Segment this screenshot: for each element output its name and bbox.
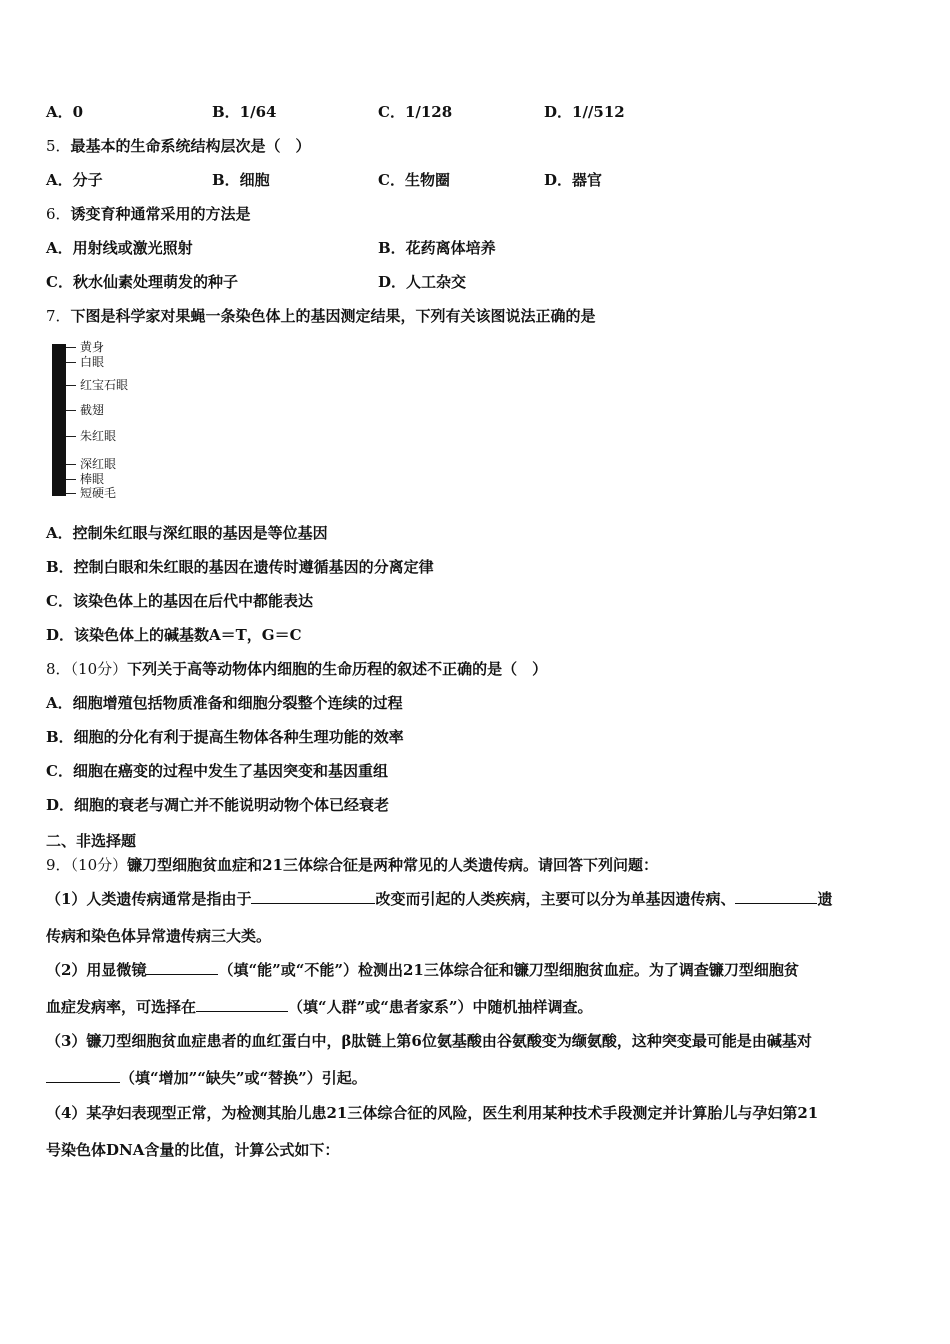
- q5-stem-text: 最基本的生命系统结构层次是（ ）: [70, 137, 311, 155]
- q4-option-c: C．1/128: [378, 103, 453, 121]
- gene-label-yellow-body: 黄身: [80, 340, 105, 354]
- q9-part2-blank-2[interactable]: [196, 997, 288, 1012]
- gene-label-ruby-eye: 红宝石眼: [80, 378, 129, 392]
- q9-part1-blank-2[interactable]: [735, 889, 817, 904]
- q9-part1-line2: 传病和染色体异常遗传病三大类。: [46, 927, 272, 945]
- gene-tick: [66, 362, 76, 363]
- q9-part1-text-a: （1）人类遗传病通常是指由于: [46, 890, 252, 908]
- q7-number: 7．: [46, 307, 71, 325]
- q7-option-b: B．控制白眼和朱红眼的基因在遗传时遵循基因的分离定律: [46, 558, 434, 576]
- gene-tick: [66, 464, 76, 465]
- q8-option-c: C．细胞在癌变的过程中发生了基因突变和基因重组: [46, 762, 388, 780]
- q9-part1-blank-1[interactable]: [251, 889, 375, 904]
- q9-part1-text-b: 改变而引起的人类疾病，主要可以分为单基因遗传病、: [375, 890, 736, 908]
- q6-stem: [46, 204, 251, 224]
- chromosome-bar: [52, 344, 66, 496]
- gene-label-dark-red-eye: 深红眼: [80, 457, 117, 471]
- q9-part1-text-c: 遗: [817, 890, 833, 908]
- gene-tick: [66, 479, 76, 480]
- q9-part3-blank[interactable]: [46, 1068, 120, 1083]
- q9-part1-line1: [46, 889, 832, 909]
- q9-part2-text-a: （2）用显微镜: [46, 961, 147, 979]
- gene-tick: [66, 436, 76, 437]
- q6-option-c: C．秋水仙素处理萌发的种子: [46, 273, 238, 291]
- q5-option-b: B．细胞: [212, 171, 270, 189]
- q6-option-b: B．花药离体培养: [378, 239, 496, 257]
- q9-part2-text-d: （填“人群”或“患者家系”）中随机抽样调查。: [288, 998, 593, 1016]
- q4-option-b: B．1/64: [212, 103, 277, 121]
- q9-part2-text-c: 血症发病率，可选择在: [46, 998, 197, 1016]
- q9-part3-text-b: （填“增加”“缺失”或“替换”）引起。: [120, 1069, 367, 1087]
- q8-stem: [46, 659, 547, 679]
- q9-part2-line1: [46, 960, 799, 980]
- q6-option-d: D．人工杂交: [378, 273, 467, 291]
- q9-part2-line2: [46, 997, 593, 1017]
- q8-option-a: A．细胞增殖包括物质准备和细胞分裂整个连续的过程: [46, 694, 403, 712]
- gene-label-bar-eye: 棒眼: [80, 472, 105, 486]
- gene-tick: [66, 410, 76, 411]
- q9-part2-text-b: （填“能”或“不能”）检测出21三体综合征和镰刀型细胞贫血症。为了调查镰刀型细胞贫: [218, 961, 799, 979]
- q9-number: 9．（10分）: [46, 856, 128, 874]
- section-heading: 二、非选择题: [46, 832, 137, 850]
- q5-option-a: A．分子: [46, 171, 103, 189]
- q6-number: 6．: [46, 205, 71, 223]
- q7-stem: [46, 306, 596, 326]
- gene-label-vermilion-eye: 朱红眼: [80, 429, 117, 443]
- q7-option-d: D．该染色体上的碱基数A＝T，G＝C: [46, 626, 302, 644]
- q7-option-c: C．该染色体上的基因在后代中都能表达: [46, 592, 313, 610]
- q4-option-a: A．0: [46, 103, 84, 121]
- q9-part4-line2: 号染色体DNA含量的比值，计算公式如下：: [46, 1141, 340, 1159]
- q7-option-a: A．控制朱红眼与深红眼的基因是等位基因: [46, 524, 328, 542]
- q9-part4-line1: （4）某孕妇表现型正常，为检测其胎儿患21三体综合征的风险，医生利用某种技术手段测定并计算胎儿与孕妇第21: [46, 1104, 819, 1122]
- gene-label-cut-wing: 截翅: [80, 403, 105, 417]
- q9-part2-blank-1[interactable]: [146, 960, 218, 975]
- gene-label-short-bristle: 短硬毛: [80, 486, 117, 500]
- q8-number: 8．（10分）: [46, 660, 128, 678]
- q5-stem: [46, 136, 311, 156]
- gene-tick: [66, 493, 76, 494]
- q4-option-d: D．1//512: [544, 103, 625, 121]
- q5-option-d: D．器官: [544, 171, 603, 189]
- q8-stem-text: 下列关于高等动物体内细胞的生命历程的叙述不正确的是（ ）: [127, 660, 548, 678]
- q6-option-a: A．用射线或激光照射: [46, 239, 193, 257]
- q8-option-b: B．细胞的分化有利于提高生物体各种生理功能的效率: [46, 728, 404, 746]
- q9-part3-line1: （3）镰刀型细胞贫血症患者的血红蛋白中，β肽链上第6位氨基酸由谷氨酸变为缬氨酸，这种突变最可能是由碱基对: [46, 1032, 812, 1050]
- chromosome-gene-map: [52, 340, 172, 505]
- q9-stem: [46, 855, 658, 875]
- gene-tick: [66, 347, 76, 348]
- gene-label-white-eye: 白眼: [80, 355, 105, 369]
- q7-stem-text: 下图是科学家对果蝇一条染色体上的基因测定结果，下列有关该图说法正确的是: [70, 307, 596, 325]
- q8-option-d: D．细胞的衰老与凋亡并不能说明动物个体已经衰老: [46, 796, 390, 814]
- gene-tick: [66, 385, 76, 386]
- q9-stem-text: 镰刀型细胞贫血症和21三体综合征是两种常见的人类遗传病。请回答下列问题：: [127, 856, 659, 874]
- q9-part3-line2: [46, 1068, 367, 1088]
- q6-stem-text: 诱变育种通常采用的方法是: [70, 205, 251, 223]
- q5-number: 5．: [46, 137, 71, 155]
- q5-option-c: C．生物圈: [378, 171, 450, 189]
